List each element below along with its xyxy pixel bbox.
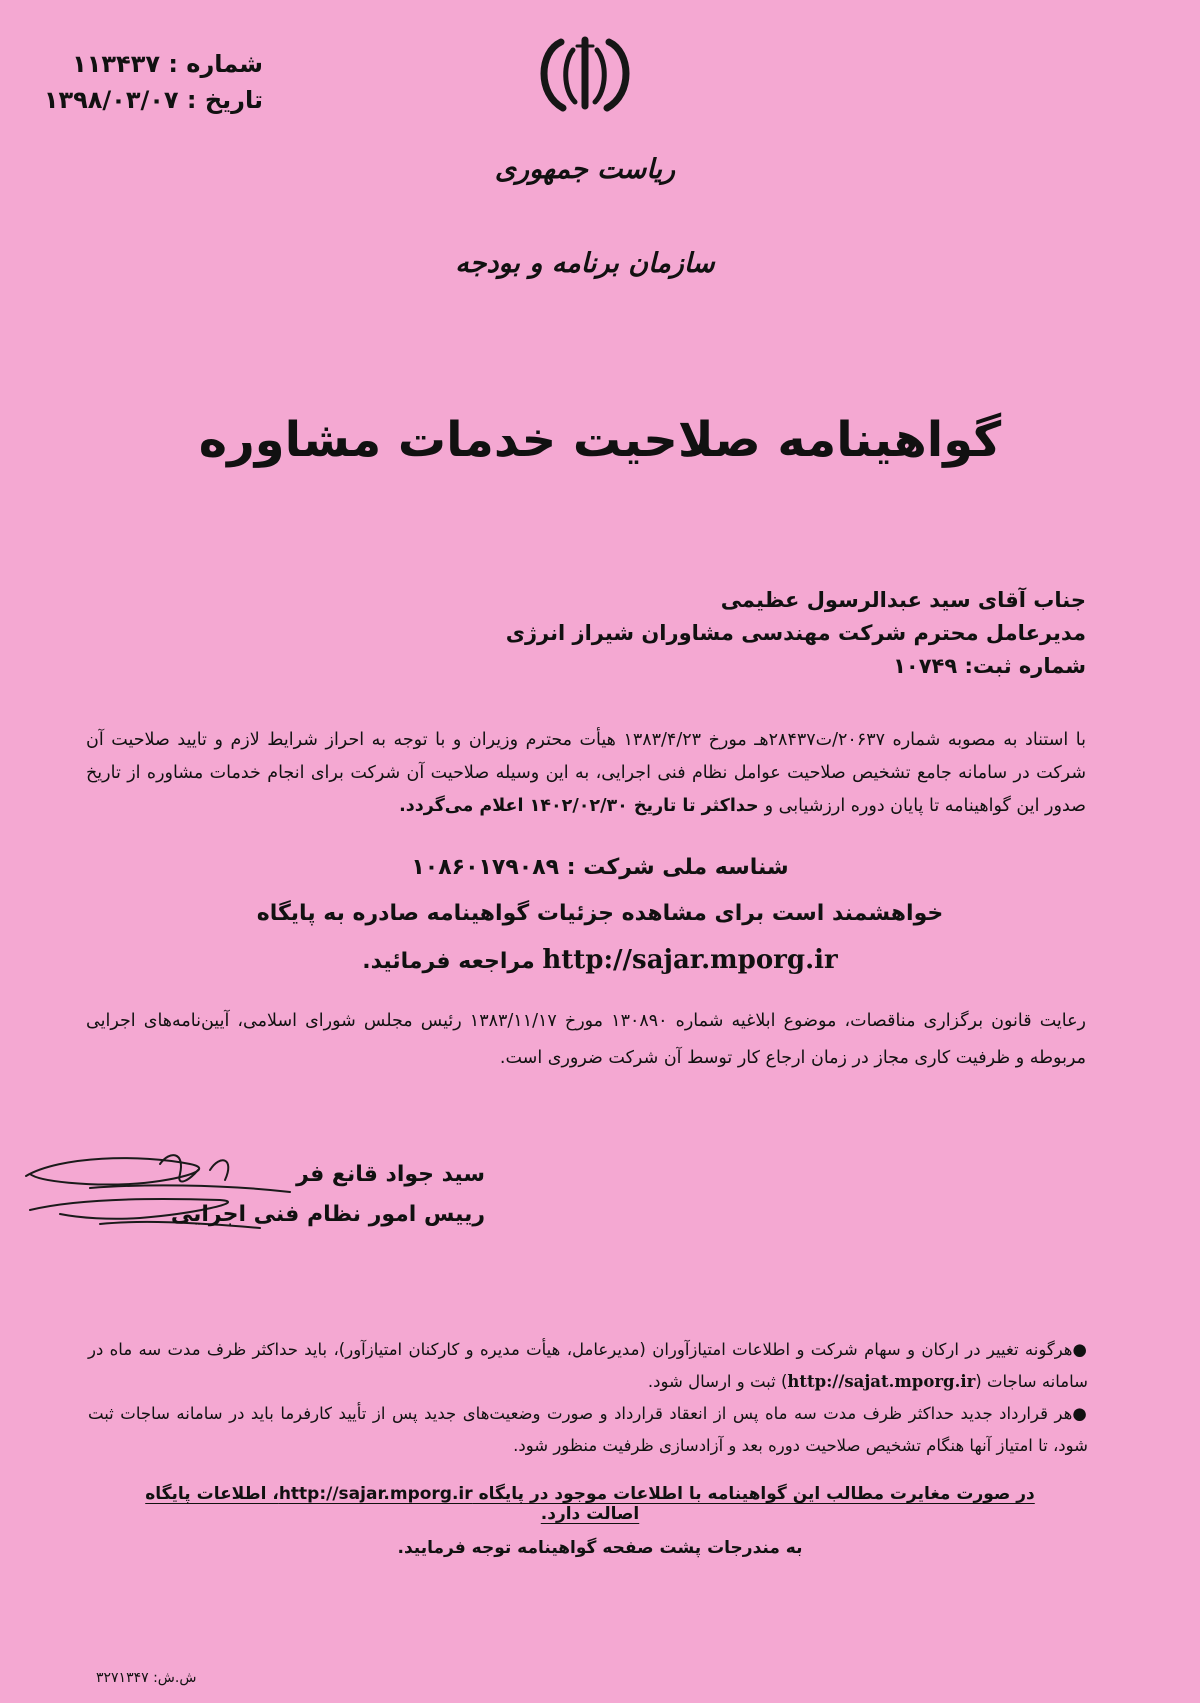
note-item: ●هرگونه تغییر در ارکان و سهام شرکت و اطلاعات امتیازآوران (مدیرعامل، هیأت مدیره و کارکنان امتیازآور)، باید حداکثر ظرف مدت سه ماه در سامانه ساجات (http://sajat.mporg.ir) ثبت و ارسال شود. (88, 1340, 1088, 1391)
serial-number: ش.ش: ۳۲۷۱۳۴۷ (96, 1670, 197, 1686)
registration-number: شماره ثبت: ۱۰۷۴۹ (893, 654, 1086, 678)
signatory-name: سید جواد قانع فر (296, 1162, 485, 1187)
verification-block (150, 845, 1050, 985)
verification-link[interactable]: http://sajar.mporg.ir (542, 945, 838, 975)
org-plan-budget: سازمان برنامه و بودجه (455, 248, 715, 279)
notes-list (88, 1334, 1088, 1462)
document-date: تاریخ : ۱۳۹۸/۰۳/۰۷ (43, 86, 263, 114)
verification-request: خواهشمند است برای مشاهده جزئیات گواهینامه صادره به پایگاه (256, 901, 944, 926)
addressee-position: مدیرعامل محترم شرکت مهندسی مشاوران شیراز انرژی (505, 621, 1086, 645)
back-page-note: به مندرجات پشت صفحه گواهینامه توجه فرمایید. (397, 1538, 803, 1558)
page-title: گواهینامه صلاحیت خدمات مشاوره (198, 412, 1002, 468)
addressee-block (186, 584, 1086, 683)
emblem-icon (533, 32, 637, 114)
verification-suffix: مراجعه فرمائید. (362, 949, 543, 974)
bullet-icon: ● (1072, 1340, 1088, 1359)
body-text: با استناد به مصوبه شماره ۲۰۶۳۷/ت۲۸۴۳۷هـ مورخ ۱۳۸۳/۴/۲۳ هیأت محترم وزیران و با توجه به احراز شرایط لازم و تایید صلاحیت آن شرکت در سامانه جامع تشخیص صلاحیت عوامل نظام فنی اجرایی، به این وسیله صلاحیت آن شرکت برای انجام خدمات مشاوره از تاریخ صدور این گواهینامه تا پایان دوره ارزشیابی و (86, 730, 1086, 816)
validity-warning: در صورت مغایرت مطالب این گواهینامه با اطلاعات موجود در پایگاه http://sajar.mporg.ir، اطلاعات پایگاه اصالت دارد. (145, 1484, 1035, 1524)
national-id: شناسه ملی شرکت : ۱۰۸۶۰۱۷۹۰۸۹ (411, 855, 789, 880)
addressee-name: جناب آقای سید عبدالرسول عظیمی (720, 588, 1086, 612)
org-presidency: ریاست جمهوری (494, 154, 676, 185)
document-meta (13, 46, 263, 118)
document-number: شماره : ۱۱۳۴۳۷ (72, 50, 263, 78)
note-item: ●هر قرارداد جدید حداکثر ظرف مدت سه ماه پس از انعقاد قرارداد و صورت وضعیت‌های جدید پس از تأیید کارفرما باید در سامانه ساجات ثبت شود، تا امتیاز آنها هنگام تشخیص صلاحیت دوره بعد و آزادسازی ظرفیت منظور شود. (88, 1404, 1088, 1455)
signatory-block (105, 1155, 485, 1235)
body-expiry: حداکثر تا تاریخ ۱۴۰۲/۰۲/۳۰ اعلام می‌گردد. (399, 796, 765, 816)
signatory-position: رییس امور نظام فنی اجرایی (170, 1202, 485, 1227)
bullet-icon: ● (1072, 1404, 1088, 1423)
body-paragraph (86, 724, 1086, 823)
law-paragraph: رعایت قانون برگزاری مناقصات، موضوع ابلاغیه شماره ۱۳۰۸۹۰ مورخ ۱۳۸۳/۱۱/۱۷ رئیس مجلس شورای اسلامی، آیین‌نامه‌های اجرایی مربوطه و ظرفیت کاری مجاز در زمان ارجاع کار توسط آن شرکت ضروری است. (86, 1011, 1087, 1068)
sajat-link[interactable]: http://sajat.mporg.ir (787, 1372, 976, 1391)
verification-url-line (150, 937, 1050, 985)
